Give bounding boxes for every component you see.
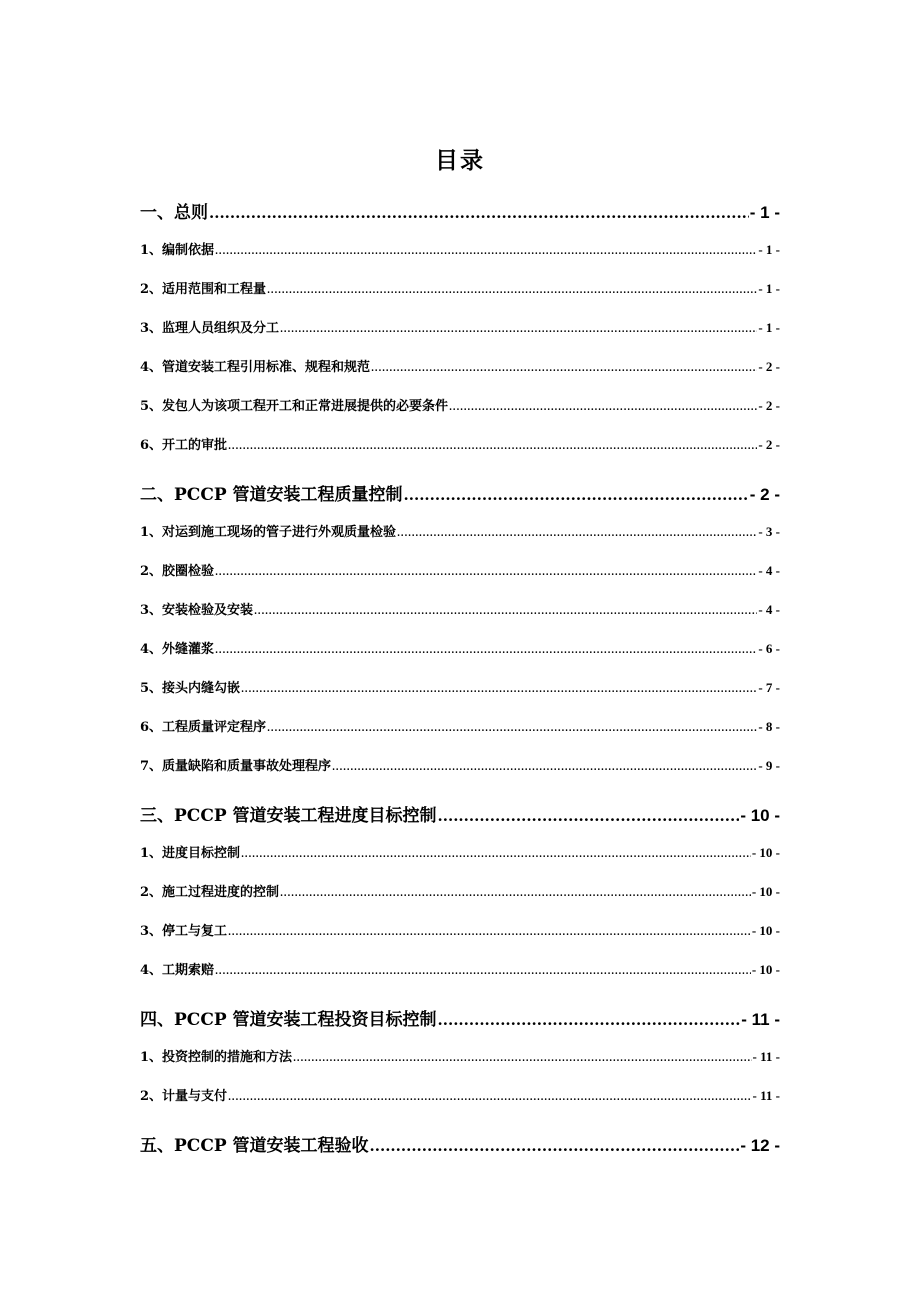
toc-page-number: - 3 - (758, 524, 780, 539)
toc-entry-title: 2、适用范围和工程量 (140, 282, 267, 297)
toc-dot-leader (215, 956, 751, 987)
toc-page-number: - 11 - (741, 1010, 780, 1029)
toc-entry-title: 7、质量缺陷和质量事故处理程序 (140, 759, 332, 774)
toc-subsection-entry[interactable] (140, 235, 780, 274)
toc-section-entry[interactable] (140, 1003, 780, 1042)
toc-subsection-entry[interactable] (140, 634, 780, 673)
toc-page-number: - 2 - (749, 485, 780, 504)
toc-entry-title: 1、投资控制的措施和方法 (140, 1050, 293, 1065)
toc-dot-leader (449, 392, 757, 423)
toc-entry-title: 6、开工的审批 (140, 438, 228, 453)
toc-page-number: - 1 - (749, 203, 780, 222)
toc-entry-title: 1、进度目标控制 (140, 846, 241, 861)
toc-subsection-entry[interactable] (140, 673, 780, 712)
toc-dot-leader (228, 431, 757, 462)
toc-dot-leader (241, 674, 757, 705)
toc-subsection-entry[interactable] (140, 955, 780, 994)
toc-subsection-entry[interactable] (140, 556, 780, 595)
toc-dot-leader (241, 839, 751, 870)
toc-dot-leader (404, 480, 749, 510)
toc-dot-leader (215, 557, 757, 588)
toc-subsection-entry[interactable] (140, 352, 780, 391)
toc-dot-leader (438, 801, 740, 831)
toc-dot-leader (371, 353, 757, 384)
toc-subsection-entry[interactable] (140, 1042, 780, 1081)
toc-page-number: - 10 - (751, 962, 780, 977)
toc-subsection-entry[interactable] (140, 274, 780, 313)
toc-dot-leader (228, 917, 751, 948)
toc-dot-leader (397, 518, 757, 549)
toc-entry-title: 二、PCCP 管道安装工程质量控制 (140, 485, 403, 505)
toc-subsection-entry[interactable] (140, 313, 780, 352)
toc-page-number: - 1 - (758, 281, 780, 296)
toc-dot-leader (215, 635, 757, 666)
toc-dot-leader (438, 1005, 741, 1035)
toc-entry-title: 6、工程质量评定程序 (140, 720, 267, 735)
table-of-contents (140, 196, 780, 1168)
toc-entry-title: 5、发包人为该项工程开工和正常进展提供的必要条件 (140, 399, 449, 414)
toc-dot-leader (209, 198, 749, 228)
toc-dot-leader (332, 752, 757, 783)
toc-subsection-entry[interactable] (140, 751, 780, 790)
toc-page-number: - 11 - (752, 1049, 780, 1064)
toc-subsection-entry[interactable] (140, 517, 780, 556)
toc-entry-title: 五、PCCP 管道安装工程验收 (140, 1136, 369, 1156)
toc-dot-leader (370, 1131, 740, 1161)
toc-page-number: - 4 - (758, 602, 780, 617)
toc-page-number: - 2 - (758, 437, 780, 452)
toc-page-number: - 2 - (758, 359, 780, 374)
toc-page-number: - 10 - (740, 806, 780, 825)
toc-page-number: - 12 - (740, 1136, 780, 1155)
toc-entry-title: 3、停工与复工 (140, 924, 228, 939)
toc-dot-leader (267, 713, 757, 744)
toc-entry-title: 三、PCCP 管道安装工程进度目标控制 (140, 806, 437, 826)
toc-section-entry[interactable] (140, 1129, 780, 1168)
toc-page-number: - 10 - (751, 923, 780, 938)
toc-dot-leader (228, 1082, 752, 1113)
toc-entry-title: 1、编制依据 (140, 243, 215, 258)
toc-subsection-entry[interactable] (140, 877, 780, 916)
toc-page-number: - 10 - (751, 884, 780, 899)
toc-section-entry[interactable] (140, 196, 780, 235)
toc-page-number: - 10 - (751, 845, 780, 860)
toc-entry-title: 1、对运到施工现场的管子进行外观质量检验 (140, 525, 397, 540)
toc-entry-title: 一、总则 (140, 203, 208, 223)
toc-page-number: - 1 - (758, 320, 780, 335)
toc-entry-title: 2、计量与支付 (140, 1089, 228, 1104)
toc-dot-leader (293, 1043, 752, 1074)
toc-page-number: - 6 - (758, 641, 780, 656)
toc-entry-title: 5、接头内缝勾嵌 (140, 681, 241, 696)
toc-page-number: - 4 - (758, 563, 780, 578)
toc-entry-title: 四、PCCP 管道安装工程投资目标控制 (140, 1010, 437, 1030)
toc-page-number: - 11 - (752, 1088, 780, 1103)
toc-dot-leader (280, 878, 751, 909)
toc-entry-title: 2、胶圈检验 (140, 564, 215, 579)
toc-page-number: - 8 - (758, 719, 780, 734)
toc-subsection-entry[interactable] (140, 595, 780, 634)
toc-subsection-entry[interactable] (140, 916, 780, 955)
toc-page-number: - 9 - (758, 758, 780, 773)
toc-section-entry[interactable] (140, 478, 780, 517)
toc-dot-leader (267, 275, 757, 306)
toc-page-number: - 1 - (758, 242, 780, 257)
toc-dot-leader (280, 314, 757, 345)
toc-dot-leader (215, 236, 757, 267)
toc-subsection-entry[interactable] (140, 712, 780, 751)
toc-page-number: - 7 - (758, 680, 780, 695)
toc-section-entry[interactable] (140, 799, 780, 838)
toc-title: 目录 (435, 147, 485, 174)
toc-subsection-entry[interactable] (140, 1081, 780, 1120)
toc-dot-leader (254, 596, 757, 627)
toc-entry-title: 4、管道安装工程引用标准、规程和规范 (140, 360, 371, 375)
toc-page-number: - 2 - (758, 398, 780, 413)
toc-entry-title: 4、工期索赔 (140, 963, 215, 978)
toc-entry-title: 4、外缝灌浆 (140, 642, 215, 657)
toc-entry-title: 2、施工过程进度的控制 (140, 885, 280, 900)
toc-subsection-entry[interactable] (140, 391, 780, 430)
toc-entry-title: 3、监理人员组织及分工 (140, 321, 280, 336)
toc-entry-title: 3、安装检验及安装 (140, 603, 254, 618)
toc-subsection-entry[interactable] (140, 838, 780, 877)
toc-subsection-entry[interactable] (140, 430, 780, 469)
